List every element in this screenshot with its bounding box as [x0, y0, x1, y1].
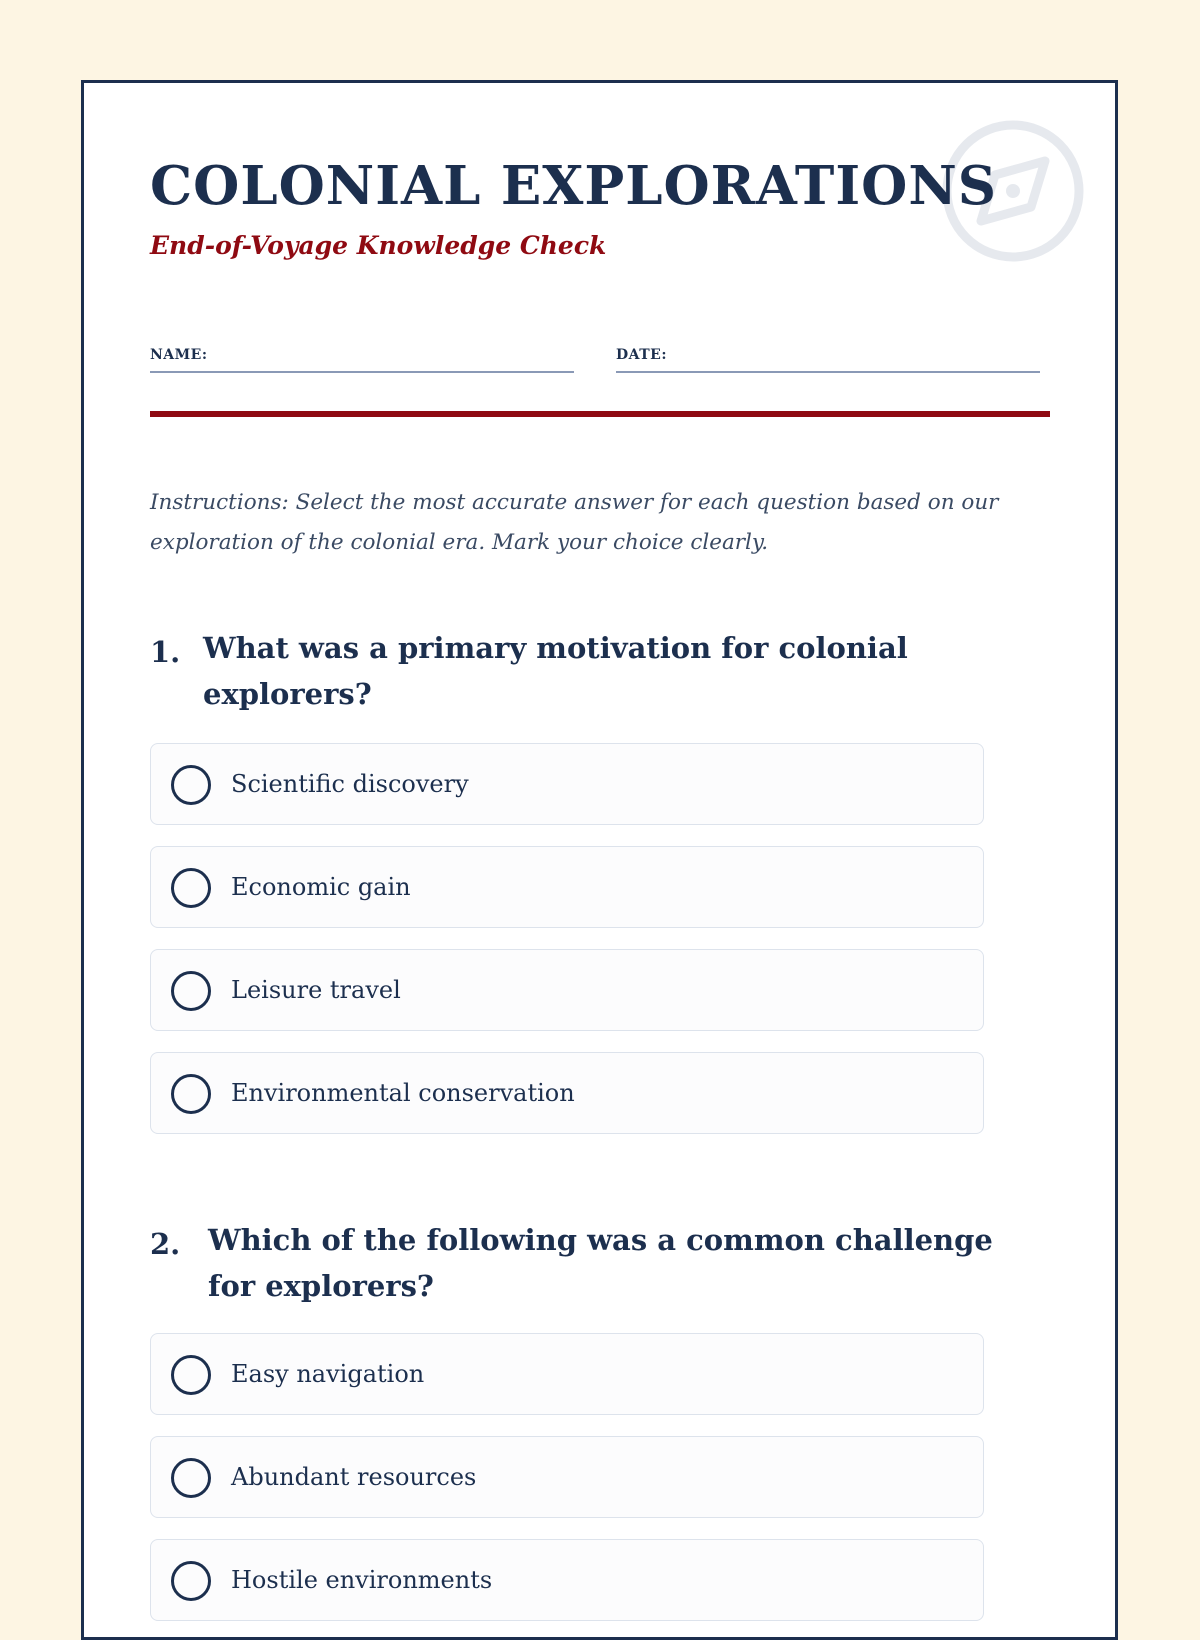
page-subtitle: End-of-Voyage Knowledge Check	[150, 231, 607, 260]
question-text: Which of the following was a common challenge for explorers?	[208, 1223, 993, 1303]
page-title: COLONIAL EXPLORATIONS	[150, 155, 998, 217]
date-field[interactable]	[616, 345, 1040, 373]
radio-button[interactable]	[171, 1355, 211, 1395]
answer-option[interactable]	[150, 1052, 984, 1134]
instructions-text: Instructions: Select the most accurate answer for each question based on our exploration of the colonial era. Mark your choice clearly.	[150, 490, 999, 555]
quiz-sheet	[81, 80, 1118, 1640]
option-label: Scientific discovery	[231, 770, 469, 798]
option-label: Abundant resources	[231, 1463, 477, 1491]
answer-option[interactable]	[150, 1436, 984, 1518]
radio-button[interactable]	[171, 868, 211, 908]
answer-option[interactable]	[150, 1333, 984, 1415]
answer-option[interactable]	[150, 1539, 984, 1621]
option-label: Leisure travel	[231, 976, 401, 1004]
question-number: 1.	[150, 635, 181, 669]
radio-button[interactable]	[171, 971, 211, 1011]
option-label: Hostile environments	[231, 1566, 493, 1594]
radio-button[interactable]	[171, 1458, 211, 1498]
answer-option[interactable]	[150, 846, 984, 928]
option-label: Easy navigation	[231, 1360, 425, 1388]
answer-option[interactable]	[150, 743, 984, 825]
question-text: What was a primary motivation for colonial explorers?	[203, 631, 908, 711]
question-number: 2.	[150, 1227, 181, 1261]
radio-button[interactable]	[171, 1561, 211, 1601]
name-label: NAME:	[150, 347, 208, 363]
answer-option[interactable]	[150, 949, 984, 1031]
name-field[interactable]	[150, 345, 574, 373]
option-label: Economic gain	[231, 873, 411, 901]
header-divider	[150, 411, 1050, 417]
radio-button[interactable]	[171, 1074, 211, 1114]
radio-button[interactable]	[171, 765, 211, 805]
option-label: Environmental conservation	[231, 1079, 575, 1107]
date-label: DATE:	[616, 347, 667, 363]
